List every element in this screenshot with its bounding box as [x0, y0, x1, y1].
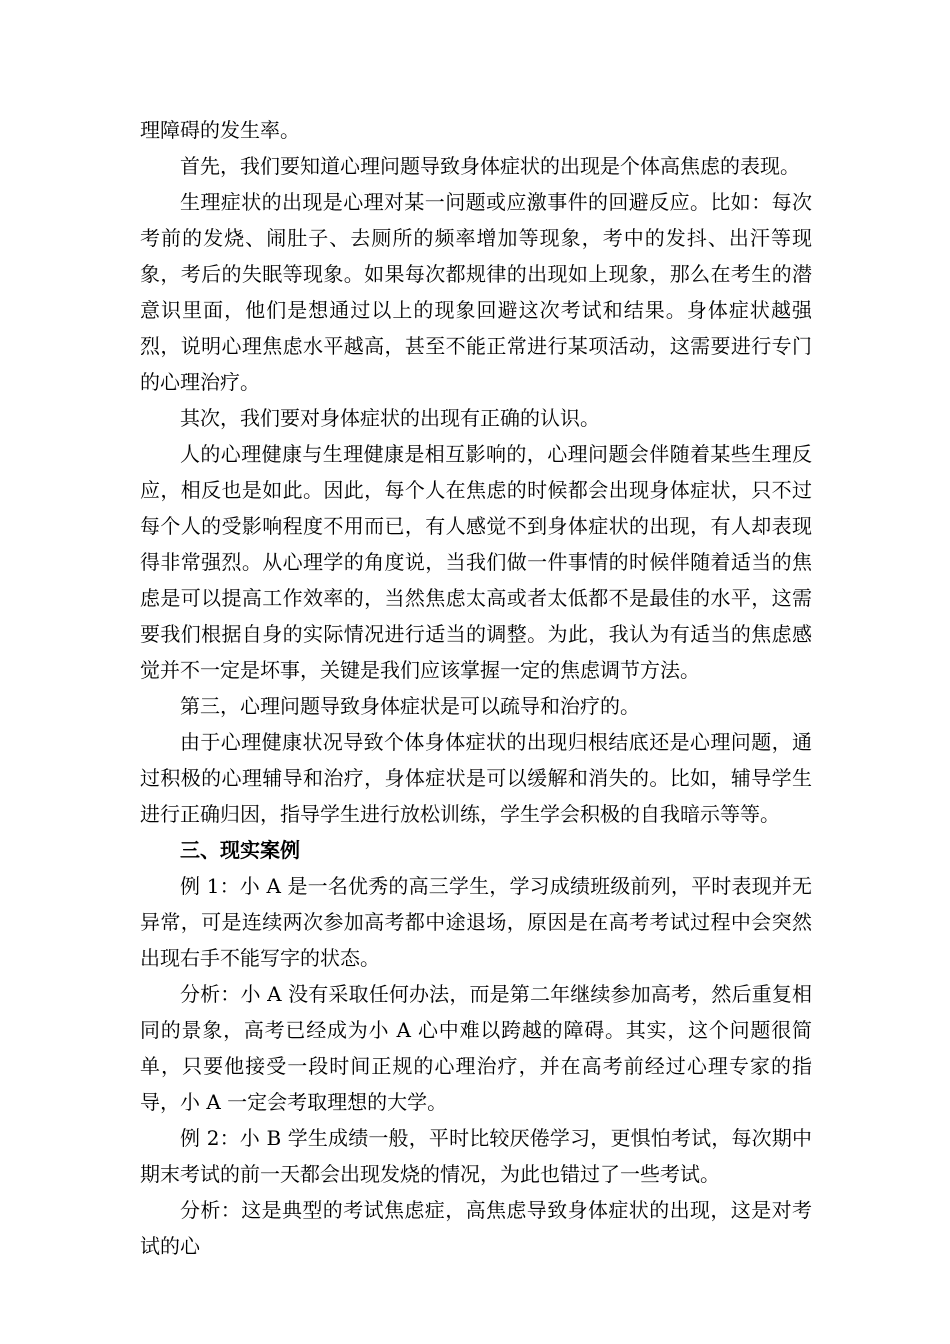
- paragraph-first-point: 首先，我们要知道心理问题导致身体症状的出现是个体高焦虑的表现。: [180, 154, 800, 178]
- paragraph-continuation: 理障碍的发生率。: [140, 118, 300, 142]
- paragraph-second-point: 其次，我们要对身体症状的出现有正确的认识。: [180, 406, 600, 430]
- paragraph-case-1: 例 1：小 A 是一名优秀的高三学生，学习成绩班级前列，平时表现并无异常，可是连续两次参加高考都中途退场，原因是在高考考试过程中会突然出现右手不能写字的状态。: [140, 874, 812, 970]
- paragraph-mind-body-relation: 人的心理健康与生理健康是相互影响的，心理问题会伴随着某些生理反应，相反也是如此。因此，每个人在焦虑的时候都会出现身体症状，只不过每个人的受影响程度不用而已，有人感觉不到身体症状的出现，有人却表现得非常强烈。从心理学的角度说，当我们做一件事情的时候伴随着适当的焦虑是可以提高工作效率的，当然焦虑太高或者太低都不是最佳的水平，这需要我们根据自身的实际情况进行适当的调整。为此，我认为有适当的焦虑感觉并不一定是坏事，关键是我们应该掌握一定的焦虑调节方法。: [140, 442, 812, 682]
- paragraph-third-point: 第三，心理问题导致身体症状是可以疏导和治疗的。: [180, 694, 640, 718]
- section-heading-cases: 三、现实案例: [180, 838, 300, 862]
- paragraph-case-2-analysis: 分析：这是典型的考试焦虑症，高焦虑导致身体症状的出现，这是对考试的心: [140, 1198, 812, 1258]
- paragraph-case-2: 例 2：小 B 学生成绩一般，平时比较厌倦学习，更惧怕考试，每次期中期末考试的前一天都会出现发烧的情况，为此也错过了一些考试。: [140, 1126, 812, 1186]
- paragraph-physiological-symptoms: 生理症状的出现是心理对某一问题或应激事件的回避反应。比如：每次考前的发烧、闹肚子、去厕所的频率增加等现象，考中的发抖、出汗等现象，考后的失眠等现象。如果每次都规律的出现如上现象，那么在考生的潜意识里面，他们是想通过以上的现象回避这次考试和结果。身体症状越强烈，说明心理焦虑水平越高，甚至不能正常进行某项活动，这需要进行专门的心理治疗。: [140, 190, 812, 394]
- paragraph-case-1-analysis: 分析：小 A 没有采取任何办法，而是第二年继续参加高考，然后重复相同的景象，高考已经成为小 A 心中难以跨越的障碍。其实，这个问题很简单，只要他接受一段时间正规的心理治疗，并在高考前经过心理专家的指导，小 A 一定会考取理想的大学。: [140, 982, 812, 1114]
- document-body: [140, 112, 812, 1264]
- paragraph-counseling: 由于心理健康状况导致个体身体症状的出现归根结底还是心理问题，通过积极的心理辅导和治疗，身体症状是可以缓解和消失的。比如，辅导学生进行正确归因，指导学生进行放松训练，学生学会积极的自我暗示等等。: [140, 730, 812, 826]
